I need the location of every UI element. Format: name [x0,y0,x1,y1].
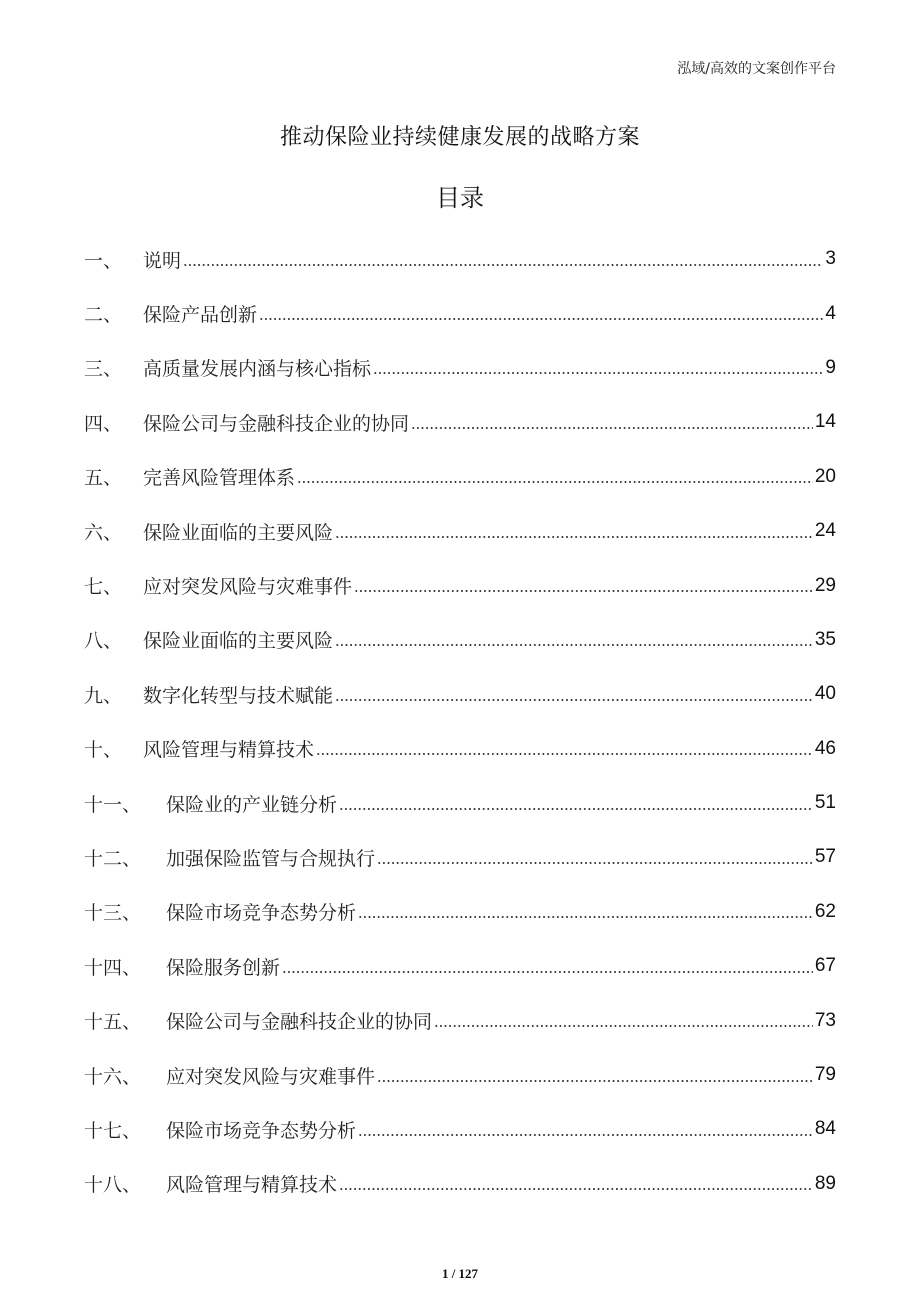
toc-entry-title[interactable]: 完善风险管理体系 [143,467,296,490]
toc-entry[interactable] [84,286,836,340]
toc-entry-title[interactable]: 说明 [143,249,182,272]
toc-entry-number: 十、 [84,739,123,762]
toc-entry-page-number[interactable]: 67 [814,955,836,977]
toc-entry[interactable] [84,1048,836,1102]
toc-entry-title[interactable]: 应对突发风险与灾难事件 [143,576,353,599]
toc-entry[interactable] [84,613,836,667]
toc-entry[interactable] [84,1102,836,1156]
table-of-contents [84,232,836,1211]
toc-entry-title[interactable]: 保险公司与金融科技企业的协同 [166,1011,433,1034]
header-note: 泓域/高效的文案创作平台 [677,61,836,77]
toc-entry-number: 十六、 [84,1065,142,1088]
document-title: 推动保险业持续健康发展的战略方案 [279,125,640,150]
toc-entry[interactable] [84,830,836,884]
toc-entry-page-number[interactable]: 51 [814,792,836,814]
toc-entry-number: 一、 [84,249,123,272]
toc-entry-title[interactable]: 保险公司与金融科技企业的协同 [143,412,410,435]
dot-leader [373,358,823,377]
dot-leader [354,576,813,595]
toc-entry[interactable] [84,232,836,286]
toc-entry-title[interactable]: 加强保险监管与合规执行 [166,847,376,870]
toc-entry[interactable] [84,341,836,395]
toc-entry-number: 九、 [84,684,123,707]
toc-entry-page-number[interactable]: 4 [825,302,836,324]
dot-leader [259,304,823,323]
toc-entry-number: 十四、 [84,956,142,979]
toc-entry-number: 十七、 [84,1119,142,1142]
toc-entry-title[interactable]: 保险产品创新 [143,304,258,327]
dot-leader [339,1174,813,1193]
dot-leader [335,685,813,704]
toc-entry-number: 四、 [84,412,123,435]
dot-leader [411,413,813,432]
toc-entry-page-number[interactable]: 46 [814,737,836,759]
toc-entry-number: 十一、 [84,793,142,816]
toc-entry-number: 十二、 [84,847,142,870]
toc-entry-title[interactable]: 保险市场竞争态势分析 [166,1119,357,1142]
toc-entry-title[interactable]: 保险业面临的主要风险 [143,521,334,544]
toc-entry-number: 二、 [84,304,123,327]
page-indicator: 1 / 127 [441,1266,479,1281]
dot-leader [335,630,813,649]
dot-leader [434,1011,813,1030]
toc-entry-page-number[interactable]: 24 [814,520,836,542]
dot-leader [377,1066,813,1085]
toc-entry-title[interactable]: 应对突发风险与灾难事件 [166,1065,376,1088]
toc-entry-page-number[interactable]: 20 [814,465,836,487]
toc-entry-number: 三、 [84,358,123,381]
dot-leader [297,467,813,486]
toc-entry-page-number[interactable]: 35 [814,628,836,650]
dot-leader [282,957,813,976]
toc-entry-page-number[interactable]: 79 [814,1064,836,1086]
toc-entry[interactable] [84,558,836,612]
toc-entry-page-number[interactable]: 62 [814,900,836,922]
toc-entry-title[interactable]: 保险市场竞争态势分析 [166,902,357,925]
toc-entry-page-number[interactable]: 14 [814,411,836,433]
toc-heading: 目录 [436,184,484,212]
toc-entry[interactable] [84,667,836,721]
dot-leader [335,522,813,541]
dot-leader [183,250,823,269]
toc-entry[interactable] [84,504,836,558]
toc-entry[interactable] [84,776,836,830]
toc-entry-title[interactable]: 保险业面临的主要风险 [143,630,334,653]
toc-entry-page-number[interactable]: 84 [814,1118,836,1140]
toc-entry-title[interactable]: 保险业的产业链分析 [166,793,338,816]
toc-entry-number: 十五、 [84,1011,142,1034]
toc-entry-page-number[interactable]: 29 [814,574,836,596]
toc-entry-title[interactable]: 风险管理与精算技术 [143,739,315,762]
toc-entry-page-number[interactable]: 89 [814,1172,836,1194]
toc-entry[interactable] [84,450,836,504]
dot-leader [358,902,813,921]
dot-leader [358,1120,813,1139]
toc-entry-page-number[interactable]: 3 [825,248,836,270]
toc-entry-title[interactable]: 风险管理与精算技术 [166,1174,338,1197]
toc-entry-number: 七、 [84,576,123,599]
toc-entry-number: 八、 [84,630,123,653]
toc-entry[interactable] [84,1157,836,1211]
toc-entry-title[interactable]: 数字化转型与技术赋能 [143,684,334,707]
toc-entry[interactable] [84,993,836,1047]
toc-entry-number: 六、 [84,521,123,544]
toc-entry-page-number[interactable]: 57 [814,846,836,868]
toc-entry[interactable] [84,939,836,993]
toc-entry[interactable] [84,885,836,939]
toc-entry[interactable] [84,395,836,449]
dot-leader [377,848,813,867]
toc-entry-page-number[interactable]: 9 [825,356,836,378]
toc-entry-title[interactable]: 保险服务创新 [166,956,281,979]
toc-entry-number: 十八、 [84,1174,142,1197]
toc-entry-number: 十三、 [84,902,142,925]
toc-entry-page-number[interactable]: 73 [814,1009,836,1031]
toc-entry-number: 五、 [84,467,123,490]
toc-entry[interactable] [84,722,836,776]
toc-entry-page-number[interactable]: 40 [814,683,836,705]
dot-leader [316,739,813,758]
dot-leader [339,794,813,813]
toc-entry-title[interactable]: 高质量发展内涵与核心指标 [143,358,372,381]
